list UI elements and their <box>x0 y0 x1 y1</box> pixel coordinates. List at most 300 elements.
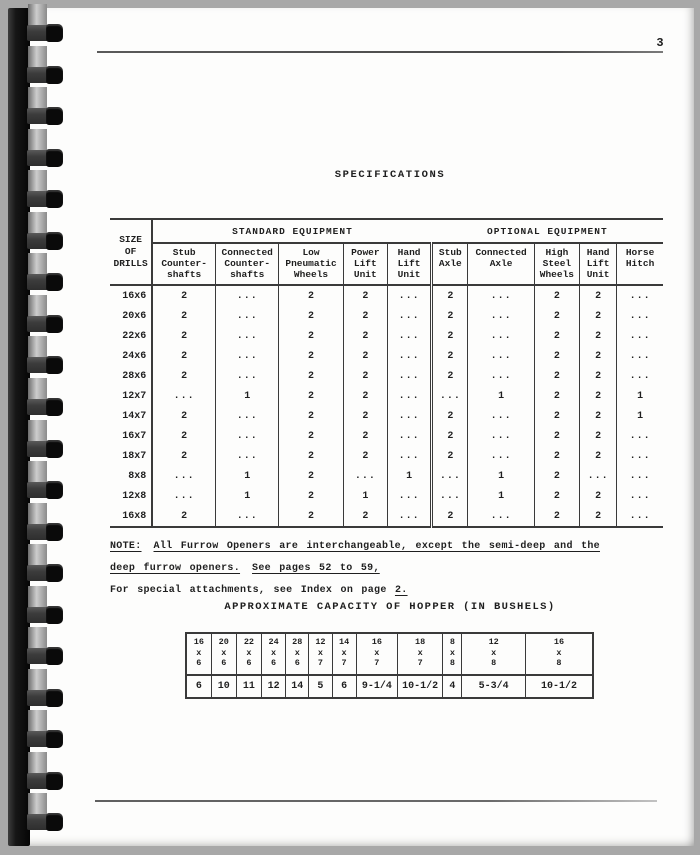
table-cell: ... <box>432 466 468 486</box>
table-cell: 2 <box>534 426 579 446</box>
binding-shadow <box>28 170 47 191</box>
binding-shadow <box>28 544 47 565</box>
table-cell: ... <box>617 446 663 466</box>
table-cell: ... <box>216 406 279 426</box>
column-header-line: Counter- <box>224 258 271 269</box>
hopper-size-line: x <box>246 647 252 658</box>
hopper-capacity-value: 5-3/4 <box>462 675 525 698</box>
hopper-size-line: x <box>294 647 300 658</box>
table-cell: ... <box>387 486 431 506</box>
binding-shadow <box>28 420 47 441</box>
table-cell: 2 <box>432 366 468 386</box>
hopper-size-line: 24 <box>268 637 279 647</box>
table-row <box>110 386 663 406</box>
table-cell: 2 <box>279 366 343 386</box>
binding-shadow <box>28 710 47 731</box>
binding-tooth-cap <box>46 647 63 665</box>
row-size-label: 24x6 <box>110 346 152 366</box>
binding-shadow <box>28 4 47 25</box>
table-cell: 2 <box>152 326 215 346</box>
table-row <box>110 366 663 386</box>
table-cell: ... <box>216 346 279 366</box>
table-cell: 2 <box>534 506 579 527</box>
note-line <box>110 580 680 602</box>
table-cell: 2 <box>580 306 617 326</box>
binding-shadow <box>28 129 47 150</box>
binding-shadow <box>28 336 47 357</box>
document-page <box>10 8 694 846</box>
table-cell: ... <box>617 346 663 366</box>
table-cell: ... <box>617 306 663 326</box>
column-header-line: shafts <box>230 269 265 280</box>
table-cell: 2 <box>343 446 387 466</box>
hopper-capacity-value: 4 <box>443 675 462 698</box>
row-size-label: 16x7 <box>110 426 152 446</box>
standard-equipment-header: STANDARD EQUIPMENT <box>152 219 432 243</box>
table-cell: ... <box>216 285 279 306</box>
hopper-size-line: x <box>341 647 347 658</box>
table-cell: 1 <box>468 486 534 506</box>
table-cell: 2 <box>152 506 215 527</box>
column-header-line: Pneumatic <box>285 258 337 269</box>
column-header-line: shafts <box>167 269 202 280</box>
hopper-capacity-value: 6 <box>186 675 211 698</box>
binding-tooth-cap <box>46 107 63 125</box>
size-header-line: OF <box>124 246 137 257</box>
size-header-line: DRILLS <box>113 258 148 269</box>
hopper-size-line: 16 <box>371 637 382 647</box>
hopper-capacity-value: 9-1/4 <box>356 675 397 698</box>
table-cell: ... <box>387 326 431 346</box>
binding-shadow <box>28 503 47 524</box>
table-cell: 2 <box>432 446 468 466</box>
table-cell: ... <box>152 486 215 506</box>
table-cell: 2 <box>534 306 579 326</box>
column-header-line: Lift <box>586 258 610 269</box>
table-cell: 2 <box>534 346 579 366</box>
table-cell: 2 <box>279 386 343 406</box>
binding-tooth-cap <box>46 523 63 541</box>
table-row <box>110 406 663 426</box>
table-cell: ... <box>387 306 431 326</box>
hopper-size-header <box>286 633 309 675</box>
page-number: 3 <box>656 36 664 50</box>
table-cell: 1 <box>617 406 663 426</box>
table-cell: ... <box>617 366 663 386</box>
note-line <box>110 558 680 580</box>
hopper-header-row <box>186 633 593 675</box>
row-size-label: 12x7 <box>110 386 152 406</box>
table-cell: 2 <box>534 386 579 406</box>
hopper-size-header <box>211 633 236 675</box>
table-cell: 2 <box>343 426 387 446</box>
hopper-capacity-value: 5 <box>309 675 332 698</box>
note-text: All Furrow Openers are interchangeable, except the semi-deep and the <box>153 541 600 552</box>
table-cell: 2 <box>279 306 343 326</box>
table-cell: 2 <box>343 506 387 527</box>
table-cell: ... <box>387 386 431 406</box>
hopper-size-line: 8 <box>491 658 497 668</box>
column-header-row <box>110 243 663 285</box>
column-header-line: Unit <box>586 269 610 280</box>
table-cell: 2 <box>432 426 468 446</box>
row-size-label: 18x7 <box>110 446 152 466</box>
column-header-line: Axle <box>489 258 513 269</box>
table-cell: 2 <box>432 406 468 426</box>
binding-tooth-cap <box>46 813 63 831</box>
table-cell: ... <box>387 506 431 527</box>
binding-shadow <box>28 46 47 67</box>
hopper-capacity-table <box>185 632 594 699</box>
column-header <box>387 243 431 285</box>
column-header-line: Hand <box>586 247 610 258</box>
hopper-size-line: 8 <box>449 637 455 647</box>
table-cell: 1 <box>216 386 279 406</box>
binding-tooth-cap <box>46 564 63 582</box>
column-header-line: Hitch <box>625 258 655 269</box>
table-cell: ... <box>468 506 534 527</box>
hopper-size-line: x <box>417 647 423 658</box>
row-size-label: 20x6 <box>110 306 152 326</box>
table-cell: ... <box>387 285 431 306</box>
row-size-label: 22x6 <box>110 326 152 346</box>
table-cell: 2 <box>580 285 617 306</box>
column-header-line: Unit <box>397 269 421 280</box>
binding-shadow <box>28 295 47 316</box>
hopper-size-line: 16 <box>193 637 204 647</box>
column-header-line: Axle <box>438 258 462 269</box>
column-header-line: Stub <box>172 247 196 258</box>
hopper-size-line: 7 <box>317 658 323 668</box>
table-cell: ... <box>580 466 617 486</box>
column-header-line: Stub <box>438 247 462 258</box>
table-cell: 2 <box>343 386 387 406</box>
hopper-size-line: 20 <box>218 637 229 647</box>
binding-shadow <box>28 669 47 690</box>
table-row <box>110 486 663 506</box>
table-cell: 2 <box>534 326 579 346</box>
hopper-capacity-value: 10-1/2 <box>397 675 442 698</box>
table-cell: ... <box>216 506 279 527</box>
table-cell: 2 <box>152 446 215 466</box>
table-row <box>110 466 663 486</box>
table-cell: 2 <box>279 406 343 426</box>
binding-spine <box>8 8 30 846</box>
hopper-size-line: x <box>271 647 277 658</box>
hopper-value-row <box>186 675 593 698</box>
table-cell: ... <box>468 446 534 466</box>
column-header-line: Lift <box>353 258 377 269</box>
column-header <box>468 243 534 285</box>
table-cell: ... <box>387 406 431 426</box>
table-cell: ... <box>432 386 468 406</box>
table-cell: 2 <box>580 506 617 527</box>
hopper-size-header <box>309 633 332 675</box>
binding-tooth-cap <box>46 24 63 42</box>
table-cell: 2 <box>432 346 468 366</box>
binding-shadow <box>28 586 47 607</box>
table-cell: ... <box>617 466 663 486</box>
column-header-line: Counter- <box>161 258 207 269</box>
note-block <box>110 536 680 602</box>
table-cell: 2 <box>534 486 579 506</box>
binding-tooth-cap <box>46 689 63 707</box>
hopper-size-line: x <box>449 647 455 658</box>
table-cell: ... <box>468 326 534 346</box>
table-row <box>110 506 663 527</box>
column-header <box>216 243 279 285</box>
hopper-size-line: x <box>374 647 380 658</box>
table-cell: ... <box>468 426 534 446</box>
group-header-row <box>110 219 663 243</box>
table-cell: 2 <box>432 285 468 306</box>
binding-tooth-cap <box>46 315 63 333</box>
table-cell: 2 <box>534 285 579 306</box>
hopper-size-header <box>443 633 462 675</box>
table-cell: 2 <box>580 426 617 446</box>
table-cell: 1 <box>387 466 431 486</box>
table-cell: 2 <box>152 346 215 366</box>
hopper-size-line: 28 <box>292 637 303 647</box>
note-label: NOTE: <box>110 541 142 552</box>
table-cell: 2 <box>432 506 468 527</box>
hopper-size-line: x <box>317 647 323 658</box>
row-size-label: 28x6 <box>110 366 152 386</box>
column-header-line: Wheels <box>293 269 329 280</box>
note-line <box>110 536 680 558</box>
table-cell: ... <box>468 366 534 386</box>
binding-shadow <box>28 461 47 482</box>
hopper-size-line: 6 <box>246 658 252 668</box>
table-cell: ... <box>387 366 431 386</box>
hopper-size-line: 14 <box>338 637 350 647</box>
table-row <box>110 426 663 446</box>
table-cell: ... <box>216 326 279 346</box>
hopper-capacity-value: 11 <box>236 675 261 698</box>
size-header-line: SIZE <box>119 234 143 245</box>
note-text: deep furrow openers. <box>110 563 241 574</box>
row-size-label: 16x8 <box>110 506 152 527</box>
table-cell: 2 <box>580 386 617 406</box>
table-row <box>110 306 663 326</box>
table-cell: 2 <box>152 366 215 386</box>
column-header <box>152 243 215 285</box>
footer-rule <box>95 800 657 802</box>
table-cell: ... <box>468 346 534 366</box>
table-cell: ... <box>617 506 663 527</box>
hopper-size-line: x <box>221 647 227 658</box>
hopper-capacity-title: APPROXIMATE CAPACITY OF HOPPER (IN BUSHELS) <box>224 601 556 613</box>
optional-equipment-header: OPTIONAL EQUIPMENT <box>432 219 663 243</box>
table-cell: ... <box>617 285 663 306</box>
table-cell: ... <box>387 346 431 366</box>
table-cell: 2 <box>152 406 215 426</box>
table-cell: 2 <box>343 326 387 346</box>
binding-tooth-cap <box>46 356 63 374</box>
table-cell: 2 <box>432 306 468 326</box>
hopper-size-header <box>525 633 593 675</box>
table-cell: 1 <box>468 466 534 486</box>
table-cell: 2 <box>432 326 468 346</box>
hopper-capacity-value: 12 <box>262 675 286 698</box>
binding-tooth-cap <box>46 606 63 624</box>
table-row <box>110 346 663 366</box>
binding-shadow <box>28 627 47 648</box>
binding-tooth-cap <box>46 772 63 790</box>
hopper-capacity-value: 14 <box>286 675 309 698</box>
table-cell: 2 <box>534 446 579 466</box>
binding-tooth-cap <box>46 481 63 499</box>
header-rule <box>97 51 663 53</box>
binding-tooth-cap <box>46 440 63 458</box>
column-header <box>343 243 387 285</box>
hopper-size-line: x <box>556 647 562 658</box>
table-row <box>110 446 663 466</box>
binding-tooth-cap <box>46 398 63 416</box>
table-cell: ... <box>468 406 534 426</box>
table-cell: 2 <box>534 466 579 486</box>
spiral-binding <box>0 0 80 855</box>
table-cell: 1 <box>617 386 663 406</box>
table-cell: 1 <box>343 486 387 506</box>
column-header-line: Power <box>351 247 380 258</box>
column-header-line: Horse <box>625 247 655 258</box>
column-header-line: Lift <box>397 258 421 269</box>
binding-shadow <box>28 793 47 814</box>
table-cell: 2 <box>534 406 579 426</box>
column-header <box>432 243 468 285</box>
table-cell: 1 <box>468 386 534 406</box>
hopper-size-line: 6 <box>294 658 300 668</box>
binding-tooth-cap <box>46 273 63 291</box>
table-cell: 2 <box>343 366 387 386</box>
hopper-size-header <box>462 633 525 675</box>
hopper-size-header <box>332 633 356 675</box>
row-size-label: 16x6 <box>110 285 152 306</box>
hopper-size-line: 22 <box>243 637 255 647</box>
table-cell: ... <box>468 285 534 306</box>
table-cell: 2 <box>279 486 343 506</box>
note-page-ref: 2. <box>394 585 408 596</box>
table-cell: ... <box>152 386 215 406</box>
table-cell: 2 <box>580 406 617 426</box>
table-cell: 2 <box>534 366 579 386</box>
hopper-size-line: 8 <box>556 658 562 668</box>
table-cell: 2 <box>279 326 343 346</box>
binding-shadow <box>28 253 47 274</box>
hopper-size-line: 6 <box>271 658 277 668</box>
table-cell: 2 <box>152 426 215 446</box>
table-row <box>110 326 663 346</box>
column-header-line: Unit <box>353 269 377 280</box>
table-cell: ... <box>343 466 387 486</box>
row-size-label: 14x7 <box>110 406 152 426</box>
hopper-size-line: 7 <box>341 658 347 668</box>
page-title: SPECIFICATIONS <box>334 169 446 181</box>
table-cell: 2 <box>580 326 617 346</box>
specifications-table <box>110 218 663 528</box>
table-cell: ... <box>387 426 431 446</box>
hopper-size-line: 8 <box>449 658 455 668</box>
table-cell: ... <box>216 366 279 386</box>
table-cell: ... <box>387 446 431 466</box>
table-cell: ... <box>432 486 468 506</box>
table-cell: 2 <box>580 366 617 386</box>
binding-tooth-cap <box>46 66 63 84</box>
hopper-size-line: x <box>491 647 497 658</box>
table-cell: 2 <box>343 306 387 326</box>
note-text: See pages 52 to 59, <box>252 563 380 574</box>
table-row <box>110 285 663 306</box>
hopper-size-header <box>262 633 286 675</box>
column-header-line: Hand <box>397 247 421 258</box>
hopper-size-line: 12 <box>488 637 499 647</box>
table-cell: 2 <box>343 406 387 426</box>
column-header-line: Connected <box>221 247 273 258</box>
column-header <box>534 243 579 285</box>
hopper-size-line: 18 <box>415 637 426 647</box>
column-header <box>580 243 617 285</box>
table-cell: ... <box>617 326 663 346</box>
table-cell: 2 <box>580 346 617 366</box>
table-cell: 2 <box>343 346 387 366</box>
binding-tooth-cap <box>46 232 63 250</box>
table-cell: 1 <box>216 466 279 486</box>
hopper-size-line: x <box>196 647 202 658</box>
table-cell: 2 <box>152 306 215 326</box>
note-text: For special attachments, see Index on page <box>110 585 387 596</box>
table-cell: 2 <box>279 426 343 446</box>
hopper-size-line: 7 <box>374 658 380 668</box>
hopper-capacity-value: 10-1/2 <box>525 675 593 698</box>
binding-shadow <box>28 212 47 233</box>
hopper-size-line: 6 <box>196 658 202 668</box>
table-cell: 2 <box>279 506 343 527</box>
table-cell: 2 <box>279 346 343 366</box>
column-header-line: High <box>545 247 569 258</box>
binding-shadow <box>28 87 47 108</box>
binding-tooth-cap <box>46 730 63 748</box>
row-size-label: 12x8 <box>110 486 152 506</box>
column-header <box>617 243 663 285</box>
table-cell: ... <box>216 306 279 326</box>
hopper-size-line: 6 <box>221 658 227 668</box>
table-cell: ... <box>216 426 279 446</box>
hopper-capacity-value: 6 <box>332 675 356 698</box>
hopper-size-header <box>356 633 397 675</box>
table-cell: 2 <box>279 466 343 486</box>
hopper-size-line: 7 <box>417 658 423 668</box>
table-cell: ... <box>216 446 279 466</box>
column-header-line: Connected <box>475 247 527 258</box>
table-cell: ... <box>617 486 663 506</box>
spec-table-body <box>110 285 663 527</box>
table-cell: ... <box>617 426 663 446</box>
table-cell: 2 <box>580 486 617 506</box>
table-cell: 1 <box>216 486 279 506</box>
table-cell: 2 <box>279 446 343 466</box>
table-cell: ... <box>468 306 534 326</box>
table-cell: 2 <box>343 285 387 306</box>
binding-tooth-cap <box>46 190 63 208</box>
hopper-size-line: 16 <box>553 637 565 647</box>
table-cell: 2 <box>152 285 215 306</box>
hopper-size-header <box>236 633 261 675</box>
hopper-size-line: 12 <box>315 637 326 647</box>
table-cell: ... <box>152 466 215 486</box>
table-cell: 2 <box>580 446 617 466</box>
column-header <box>279 243 343 285</box>
